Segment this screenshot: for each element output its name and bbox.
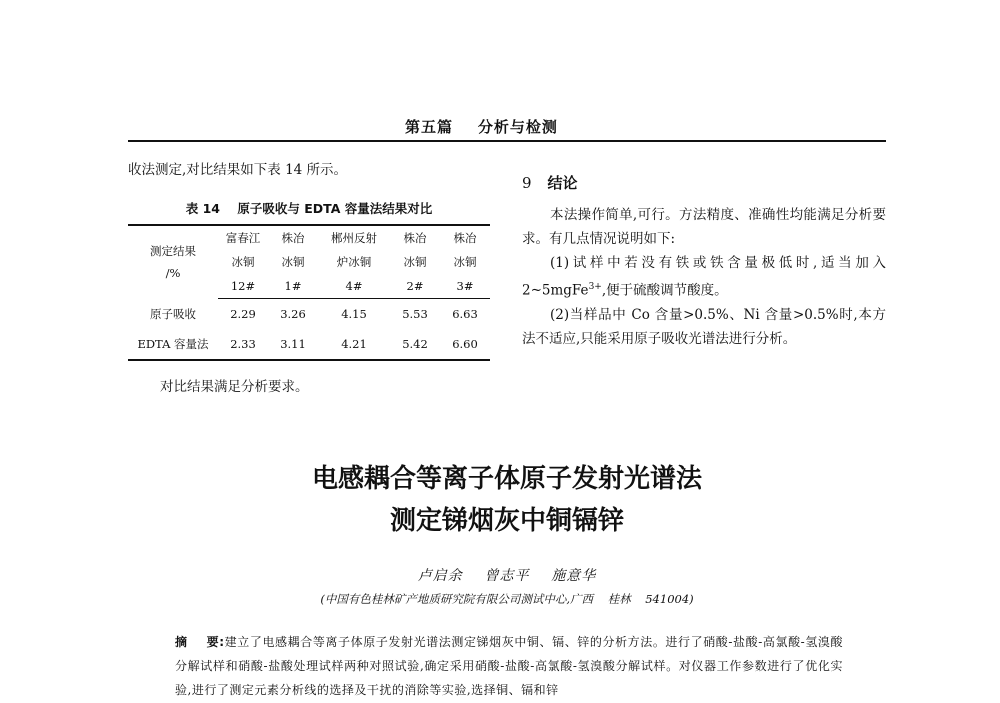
table-cell: 6.60	[440, 329, 490, 360]
abstract-label: 摘 要:	[175, 635, 225, 649]
comparison-table	[128, 224, 490, 361]
table-row-label: 原子吸收	[150, 306, 196, 321]
table-header-row	[128, 225, 490, 250]
column-header: 12#	[218, 274, 268, 299]
running-header: 第五篇 分析与检测	[405, 118, 558, 136]
abstract-text: 建立了电感耦合等离子体原子发射光谱法测定锑烟灰中铜、镉、锌的分析方法。进行了硝酸-盐酸-高氯酸-氢溴酸分解试样和硝酸-盐酸处理试样两种对照试验,确定采用硝酸-盐酸-高氯酸-氢溴酸分解试样。对仪器工作参数进行了优化实验,进行了测定元素分析线的选择及干扰的消除等实验,选择铜、镉和锌	[175, 635, 843, 697]
column-header: 株冶	[390, 225, 440, 250]
table-cell: 4.15	[341, 307, 367, 321]
column-header: 冰铜	[403, 255, 427, 269]
table-row	[128, 329, 490, 360]
column-header: 株冶	[268, 225, 318, 250]
table-cell: 2.29	[230, 307, 256, 321]
article-abstract	[175, 630, 843, 702]
header-rule	[128, 140, 886, 142]
column-header: 1#	[268, 274, 318, 299]
table-cell: 2.33	[218, 329, 268, 360]
paragraph-text: ,便于硫酸调节酸度。	[601, 282, 728, 299]
table-cell: 5.53	[402, 307, 428, 321]
column-header: 郴州反射	[318, 225, 390, 250]
column-header: 株冶	[440, 225, 490, 250]
section-number: 9	[522, 174, 532, 192]
article-affiliation: (中国有色桂林矿产地质研究院有限公司测试中心,广西 桂林 541004)	[320, 592, 694, 606]
table-row-label: EDTA 容量法	[128, 329, 218, 360]
table-caption: 表 14 原子吸收与 EDTA 容量法结果对比	[185, 201, 433, 216]
column-header: 冰铜	[281, 255, 305, 269]
row-header-unit: /%	[165, 266, 181, 281]
conclusion-section	[522, 172, 886, 351]
table-row-header	[128, 225, 218, 299]
table-cell: 4.21	[318, 329, 390, 360]
left-intro-text: 收法测定,对比结果如下表 14 所示。	[128, 162, 348, 178]
column-header: 炉冰铜	[336, 255, 372, 269]
table-cell: 5.42	[390, 329, 440, 360]
column-header: 2#	[390, 274, 440, 299]
article-title-line: 电感耦合等离子体原子发射光谱法	[311, 464, 702, 494]
table-cell: 6.63	[452, 307, 478, 321]
column-header: 冰铜	[453, 255, 477, 269]
article-title-line: 测定锑烟灰中铜镉锌	[389, 506, 624, 536]
conclusion-paragraph	[522, 251, 886, 303]
table-cell: 3.11	[268, 329, 318, 360]
column-header: 3#	[440, 274, 490, 299]
conclusion-paragraph: 本法操作简单,可行。方法精度、准确性均能满足分析要求。有几点情况说明如下:	[522, 207, 886, 247]
conclusion-paragraph: (2)当样品中 Co 含量>0.5%、Ni 含量>0.5%时,本方法不适应,只能采用原子吸收光谱法进行分析。	[522, 306, 886, 347]
section-heading	[522, 172, 886, 193]
column-header: 4#	[318, 274, 390, 299]
paragraph-text: (1)试样中若没有铁或铁含量极低时,适当加入 2~5mgFe	[522, 255, 886, 299]
section-title: 结论	[547, 174, 578, 192]
table-row	[128, 299, 490, 330]
row-header-label: 测定结果	[150, 244, 196, 259]
article-title	[100, 458, 914, 542]
column-header: 冰铜	[231, 255, 255, 269]
article-authors: 卢启余 曾志平 施意华	[417, 568, 597, 584]
column-header: 富春江	[218, 225, 268, 250]
table-cell: 3.26	[280, 307, 306, 321]
superscript: 3+	[588, 282, 602, 292]
table-note: 对比结果满足分析要求。	[160, 379, 309, 395]
